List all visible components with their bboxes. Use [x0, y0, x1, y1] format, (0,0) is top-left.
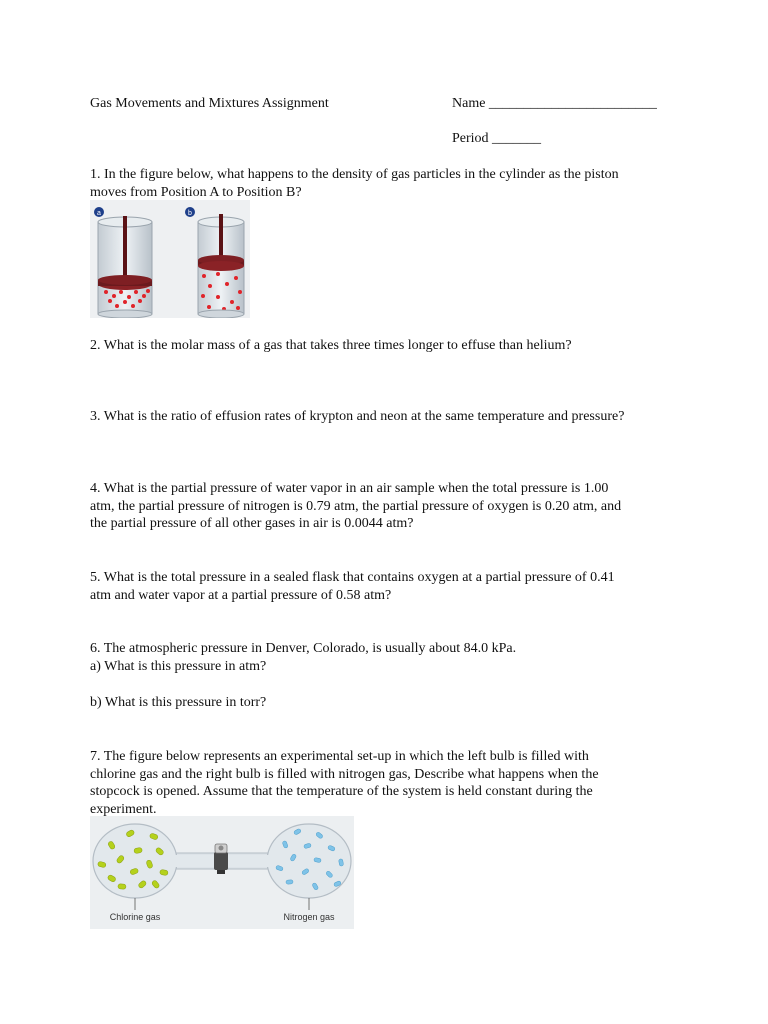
question-2 [90, 337, 680, 355]
name-field-label: Name ________________________ [452, 96, 657, 111]
question-7-line: 7. The figure below represents an experimental set-up in which the left bulb is filled with [90, 749, 589, 764]
question-6-line: 6. The atmospheric pressure in Denver, Colorado, is usually about 84.0 kPa. [90, 641, 517, 656]
question-4 [90, 480, 680, 533]
question-1 [90, 166, 680, 201]
bulbs-figure [90, 816, 354, 929]
question-5-line: 5. What is the total pressure in a sealed flask that contains oxygen at a partial pressure of 0.41 [90, 570, 615, 585]
question-6-part-a: a) What is this pressure in atm? [90, 658, 267, 674]
left-bulb [93, 824, 177, 898]
piston-cylinder-illustration [90, 200, 250, 318]
nitrogen-gas-label: Nitrogen gas [283, 912, 335, 922]
cylinder-b [185, 207, 244, 318]
question-7 [90, 748, 680, 818]
chlorine-gas-label: Chlorine gas [109, 912, 161, 922]
question-5-line: atm and water vapor at a partial pressure of 0.58 atm? [90, 587, 392, 603]
position-b-label: b [188, 210, 192, 217]
question-6-part-b: b) What is this pressure in torr? [90, 695, 267, 710]
cylinder-a [94, 207, 152, 318]
question-1-line: moves from Position A to Position B? [90, 184, 302, 200]
question-4-line: the partial pressure of all other gases in air is 0.0044 atm? [90, 516, 414, 531]
position-a-label: a [97, 210, 101, 217]
question-6 [90, 640, 680, 675]
piston-cylinder-figure [90, 200, 250, 318]
bulbs-illustration [90, 816, 354, 929]
question-3 [90, 408, 680, 426]
right-bulb [267, 824, 351, 898]
question-1-line: 1. In the figure below, what happens to the density of gas particles in the cylinder as the piston [90, 167, 619, 182]
stopcock-icon [214, 844, 228, 874]
question-2-line: 2. What is the molar mass of a gas that takes three times longer to effuse than helium? [90, 338, 572, 353]
question-4-line: atm, the partial pressure of nitrogen is 0.79 atm, the partial pressure of oxygen is 0.20 atm, and [90, 498, 622, 514]
question-7-line: chlorine gas and the right bulb is filled with nitrogen gas, Describe what happens when the [90, 766, 599, 782]
question-7-line: experiment. [90, 801, 157, 817]
question-5 [90, 569, 680, 604]
question-4-line: 4. What is the partial pressure of water vapor in an air sample when the total pressure is 1.00 [90, 481, 609, 496]
question-7-line: stopcock is opened. Assume that the temperature of the system is held constant during the [90, 784, 593, 799]
period-field-label: Period _______ [452, 131, 542, 146]
question-6b [90, 694, 680, 712]
assignment-title: Gas Movements and Mixtures Assignment [90, 96, 329, 111]
question-3-line: 3. What is the ratio of effusion rates of krypton and neon at the same temperature and pressure? [90, 409, 625, 424]
